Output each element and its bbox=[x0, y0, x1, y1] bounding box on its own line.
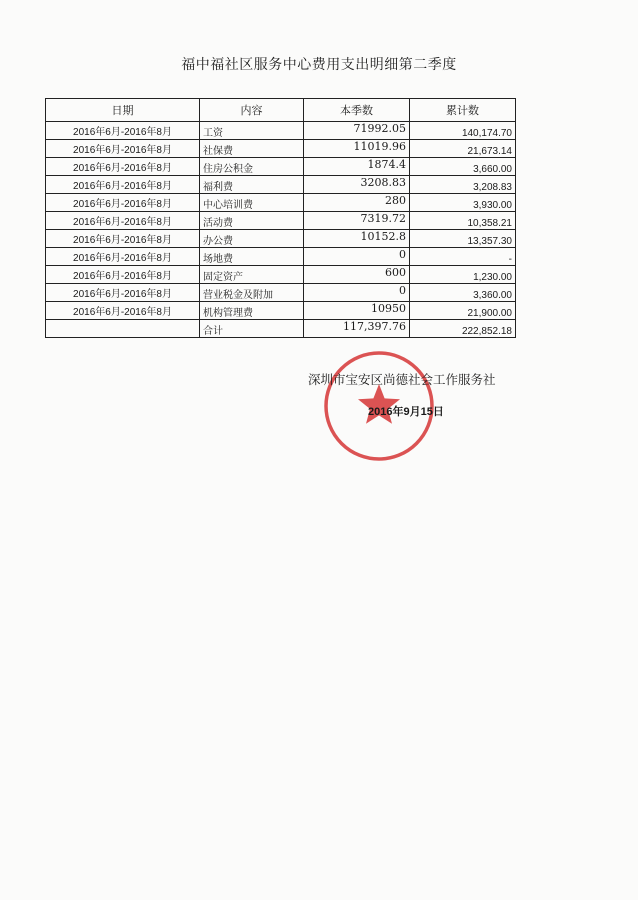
table-row bbox=[46, 212, 516, 230]
cell-content: 社保费 bbox=[200, 140, 304, 158]
cell-content: 机构管理费 bbox=[200, 302, 304, 320]
table-header-row bbox=[46, 99, 516, 122]
cell-date: 2016年6月-2016年8月 bbox=[46, 158, 200, 176]
cell-total: 21,900.00 bbox=[410, 302, 516, 320]
table-row bbox=[46, 248, 516, 266]
cell-date: 2016年6月-2016年8月 bbox=[46, 194, 200, 212]
header-season: 本季数 bbox=[304, 99, 410, 122]
cell-date: 2016年6月-2016年8月 bbox=[46, 140, 200, 158]
table-row bbox=[46, 140, 516, 158]
cell-total: 3,930.00 bbox=[410, 194, 516, 212]
cell-season: 1874.4 bbox=[304, 158, 410, 176]
table-row bbox=[46, 158, 516, 176]
cell-date: 2016年6月-2016年8月 bbox=[46, 266, 200, 284]
table-row bbox=[46, 176, 516, 194]
cell-total: 10,358.21 bbox=[410, 212, 516, 230]
cell-total: - bbox=[410, 248, 516, 266]
cell-season: 11019.96 bbox=[304, 140, 410, 158]
cell-season: 600 bbox=[304, 266, 410, 284]
cell-content: 合计 bbox=[200, 320, 304, 338]
cell-total: 3,208.83 bbox=[410, 176, 516, 194]
header-date: 日期 bbox=[46, 99, 200, 122]
cell-total: 1,230.00 bbox=[410, 266, 516, 284]
table-row bbox=[46, 122, 516, 140]
cell-total: 3,360.00 bbox=[410, 284, 516, 302]
cell-date: 2016年6月-2016年8月 bbox=[46, 176, 200, 194]
cell-date: 2016年6月-2016年8月 bbox=[46, 302, 200, 320]
table-total-row bbox=[46, 320, 516, 338]
cell-content: 福利费 bbox=[200, 176, 304, 194]
signature-date: 2016年9月15日 bbox=[368, 406, 444, 418]
cell-season: 71992.05 bbox=[304, 122, 410, 140]
cell-season: 7319.72 bbox=[304, 212, 410, 230]
table-row bbox=[46, 302, 516, 320]
cell-season: 280 bbox=[304, 194, 410, 212]
cell-date: 2016年6月-2016年8月 bbox=[46, 122, 200, 140]
cell-date: 2016年6月-2016年8月 bbox=[46, 284, 200, 302]
document-title: 福中福社区服务中心费用支出明细第二季度 bbox=[181, 57, 457, 73]
table-row bbox=[46, 284, 516, 302]
cell-total: 21,673.14 bbox=[410, 140, 516, 158]
cell-total: 140,174.70 bbox=[410, 122, 516, 140]
header-total: 累计数 bbox=[410, 99, 516, 122]
table-row bbox=[46, 266, 516, 284]
cell-total: 3,660.00 bbox=[410, 158, 516, 176]
cell-total: 222,852.18 bbox=[410, 320, 516, 338]
cell-content: 住房公积金 bbox=[200, 158, 304, 176]
cell-date bbox=[46, 320, 200, 338]
header-content: 内容 bbox=[200, 99, 304, 122]
table-row bbox=[46, 194, 516, 212]
cell-content: 营业税金及附加 bbox=[200, 284, 304, 302]
cell-season: 10950 bbox=[304, 302, 410, 320]
cell-date: 2016年6月-2016年8月 bbox=[46, 212, 200, 230]
cell-content: 活动费 bbox=[200, 212, 304, 230]
cell-season: 3208.83 bbox=[304, 176, 410, 194]
signature-organization: 深圳市宝安区尚德社会工作服务社 bbox=[308, 372, 496, 387]
cell-content: 办公费 bbox=[200, 230, 304, 248]
cell-total: 13,357.30 bbox=[410, 230, 516, 248]
cell-date: 2016年6月-2016年8月 bbox=[46, 230, 200, 248]
expense-table bbox=[45, 98, 516, 338]
cell-season: 10152.8 bbox=[304, 230, 410, 248]
cell-season: 0 bbox=[304, 248, 410, 266]
cell-content: 中心培训费 bbox=[200, 194, 304, 212]
cell-season: 0 bbox=[304, 284, 410, 302]
cell-content: 工资 bbox=[200, 122, 304, 140]
table-row bbox=[46, 230, 516, 248]
cell-content: 场地费 bbox=[200, 248, 304, 266]
cell-season: 117,397.76 bbox=[304, 320, 410, 338]
cell-date: 2016年6月-2016年8月 bbox=[46, 248, 200, 266]
cell-content: 固定资产 bbox=[200, 266, 304, 284]
